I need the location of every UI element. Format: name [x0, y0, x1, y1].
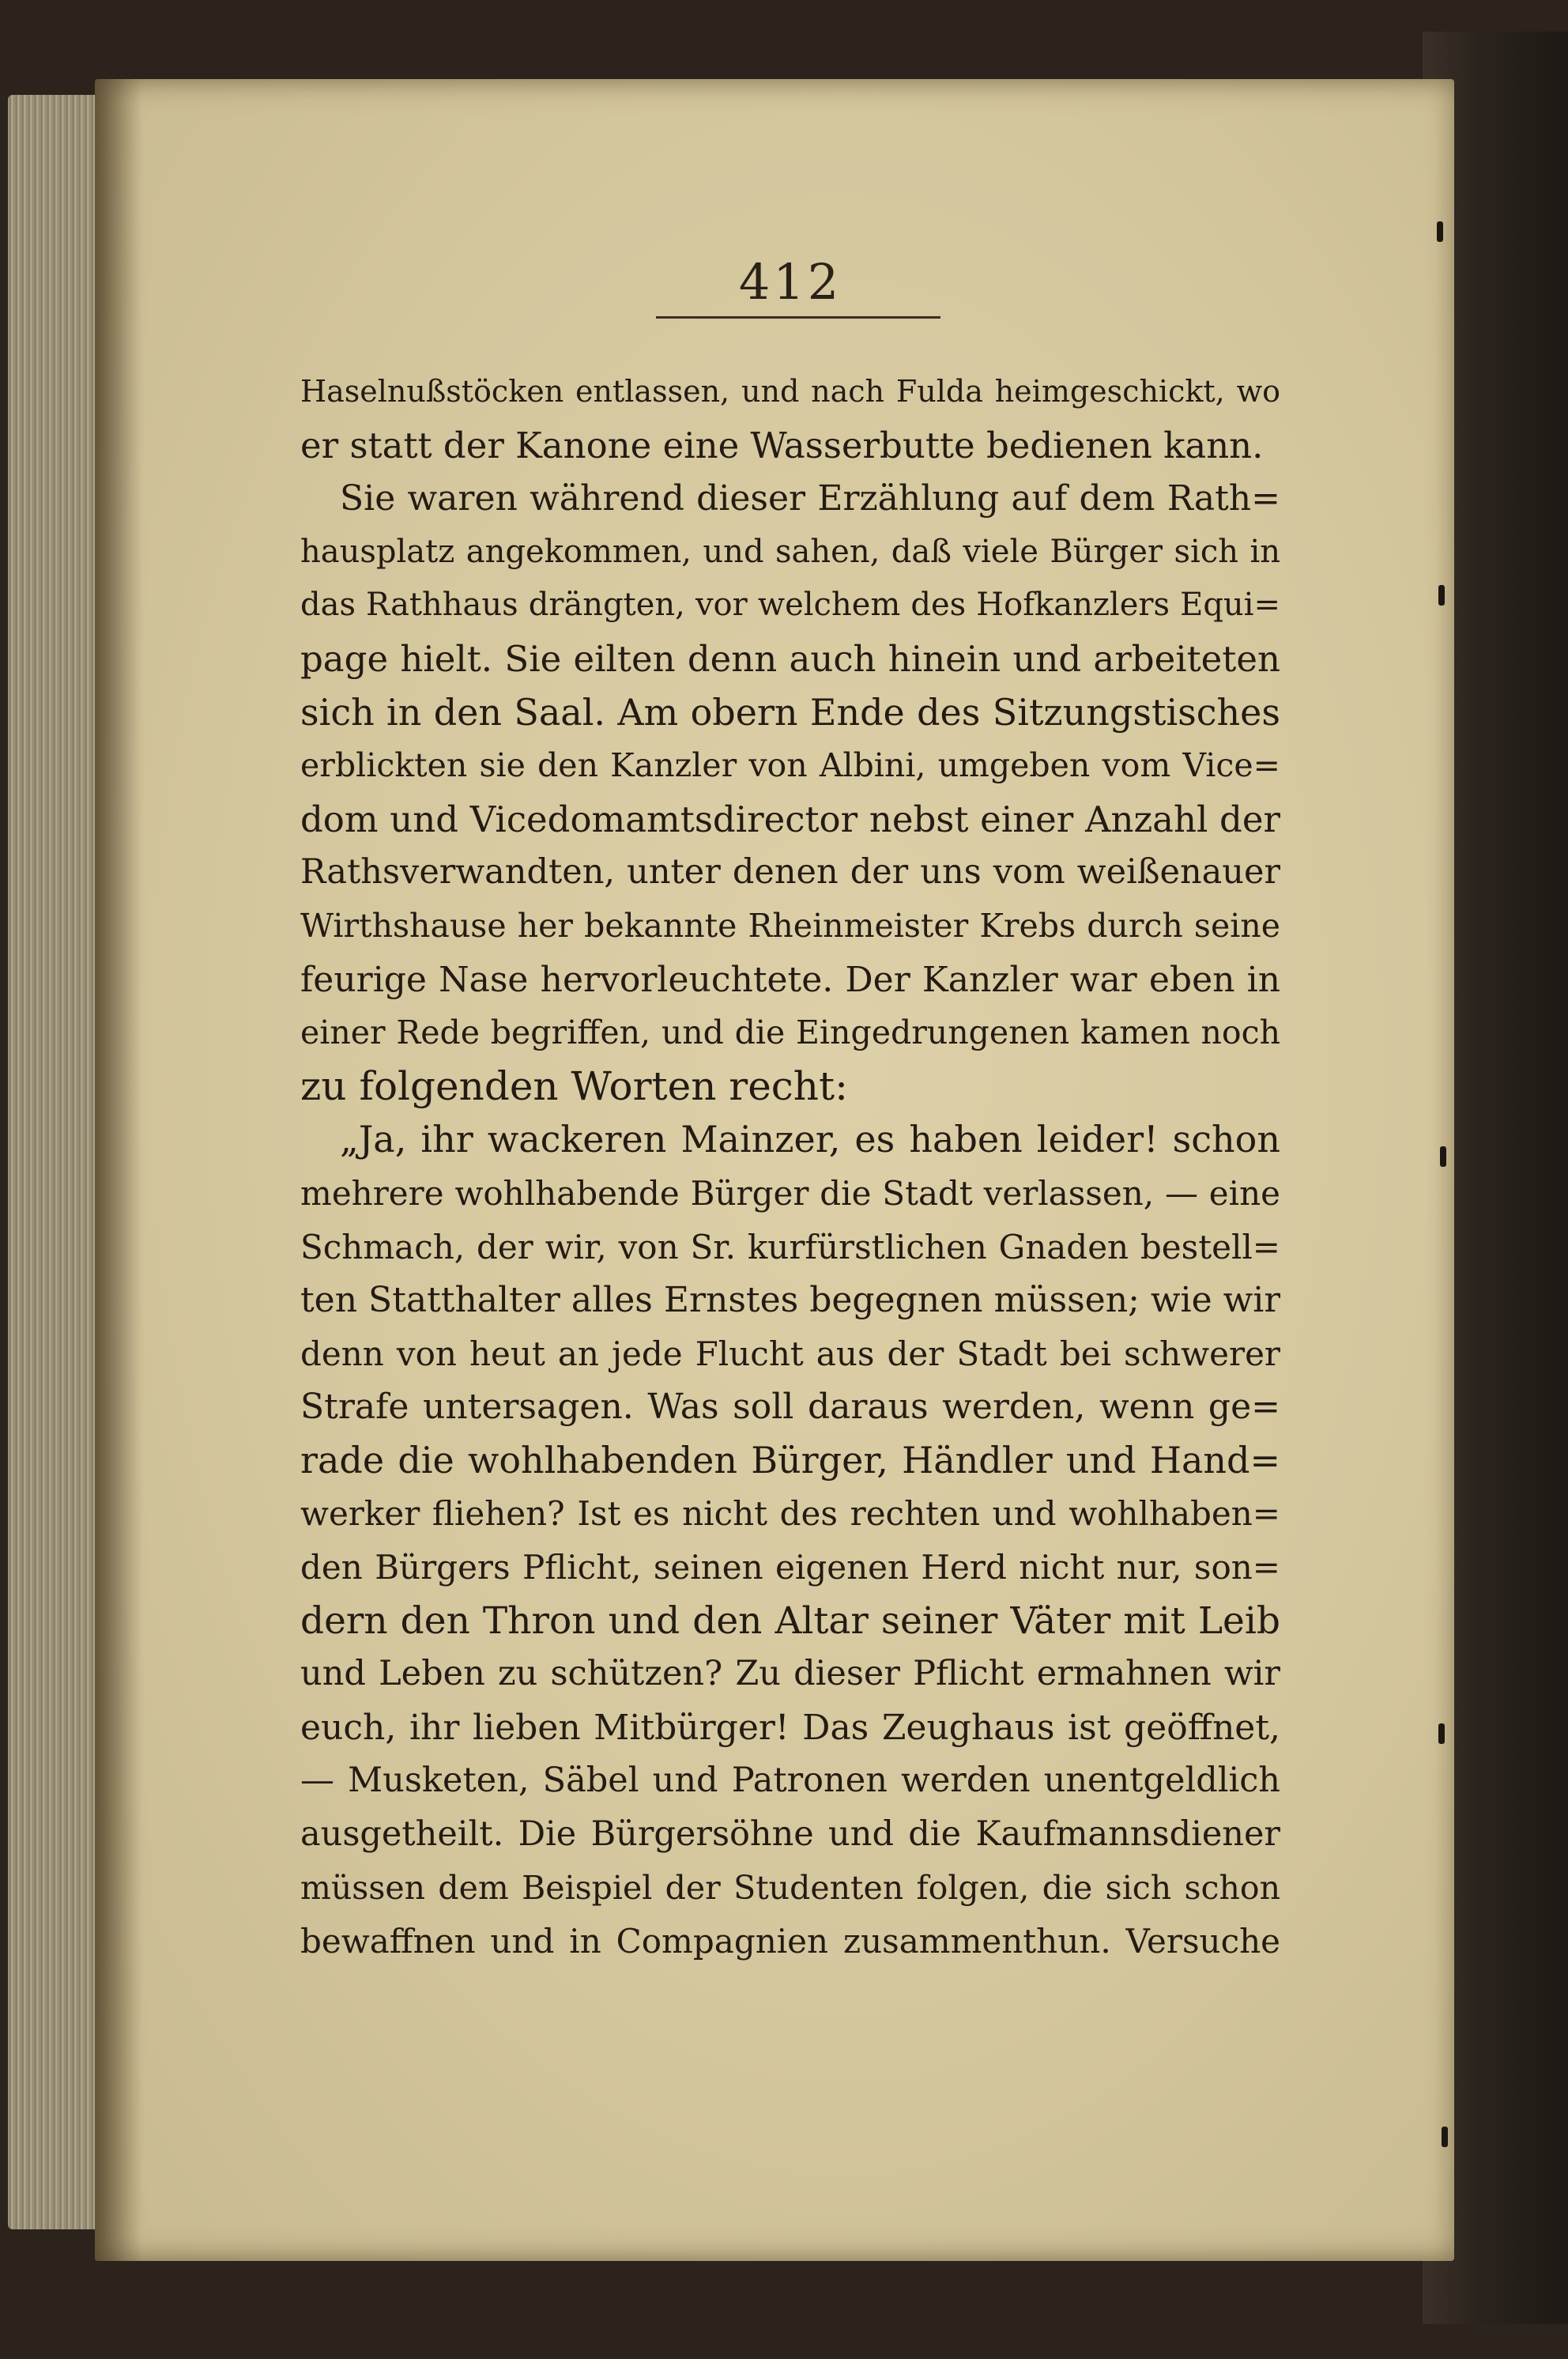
- binding-mark: [1440, 1146, 1446, 1167]
- text-line: feurige Nase hervorleuchtete. Der Kanzler war eben in: [300, 959, 1280, 1000]
- text-line: „Ja, ihr wackeren Mainzer, es haben leider! schon: [340, 1118, 1280, 1161]
- text-line: ten Statthalter alles Ernstes begegnen müssen; wie wir: [300, 1280, 1280, 1321]
- binding-mark: [1442, 2127, 1448, 2147]
- text-line: er statt der Kanone eine Wasserbutte bedienen kann.: [300, 424, 1264, 466]
- text-line: dom und Vicedomamtsdirector nebst einer Anzahl der: [300, 798, 1280, 840]
- text-line: das Rathhaus drängten, vor welchem des Hofkanzlers Equi=: [300, 587, 1280, 624]
- text-line: bewaffnen und in Compagnien zusammenthun. Versuche: [300, 1922, 1280, 1961]
- text-line: Strafe untersagen. Was soll daraus werden, wenn ge=: [300, 1387, 1280, 1428]
- text-line: denn von heut an jede Flucht aus der Stadt bei schwerer: [300, 1334, 1280, 1373]
- text-line: zu folgenden Worten recht:: [300, 1062, 848, 1109]
- text-line: werker fliehen? Ist es nicht des rechten und wohlhaben=: [300, 1494, 1280, 1534]
- text-line: page hielt. Sie eilten denn auch hinein und arbeiteten: [300, 637, 1280, 680]
- binding-mark: [1437, 221, 1443, 242]
- header-rule: [656, 316, 940, 319]
- binding-mark: [1438, 1723, 1445, 1744]
- text-line: ausgetheilt. Die Bürgersöhne und die Kaufmannsdiener: [300, 1814, 1280, 1855]
- text-line: müssen dem Beispiel der Studenten folgen, die sich schon: [300, 1868, 1280, 1907]
- text-line: euch, ihr lieben Mitbürger! Das Zeughaus ist geöffnet,: [300, 1707, 1280, 1748]
- text-line: sich in den Saal. Am obern Ende des Sitzungstisches: [300, 690, 1280, 734]
- text-line: — Musketen, Säbel und Patronen werden unentgeldlich: [300, 1761, 1280, 1801]
- body-text: [300, 365, 1280, 1968]
- spine-shadow: [95, 79, 142, 2261]
- text-line: mehrere wohlhabende Bürger die Stadt verlassen, — eine: [300, 1173, 1280, 1213]
- text-line: erblickten sie den Kanzler von Albini, umgeben vom Vice=: [300, 746, 1280, 785]
- text-line: Haselnußstöcken entlassen, und nach Fulda heimgeschickt, wo: [300, 374, 1280, 409]
- text-line: Schmach, der wir, von Sr. kurfürstlichen Gnaden bestell=: [300, 1227, 1280, 1266]
- text-line: dern den Thron und den Altar seiner Väter mit Leib: [300, 1598, 1280, 1643]
- text-line: den Bürgers Pflicht, seinen eigenen Herd nicht nur, son=: [300, 1548, 1280, 1587]
- text-line: Rathsverwandten, unter denen der uns vom weißenauer: [300, 852, 1280, 893]
- page-number: 412: [738, 253, 842, 311]
- binding-mark: [1438, 585, 1445, 606]
- text-line: hausplatz angekommen, und sahen, daß viele Bürger sich in: [300, 533, 1280, 570]
- text-line: Sie waren während dieser Erzählung auf dem Rath=: [340, 478, 1280, 519]
- text-line: einer Rede begriffen, und die Eingedrungenen kamen noch: [300, 1013, 1280, 1052]
- text-line: rade die wohlhabenden Bürger, Händler und Hand=: [300, 1438, 1280, 1481]
- text-line: und Leben zu schützen? Zu dieser Pflicht ermahnen wir: [300, 1654, 1280, 1694]
- text-line: Wirthshause her bekannte Rheinmeister Krebs durch seine: [300, 906, 1280, 945]
